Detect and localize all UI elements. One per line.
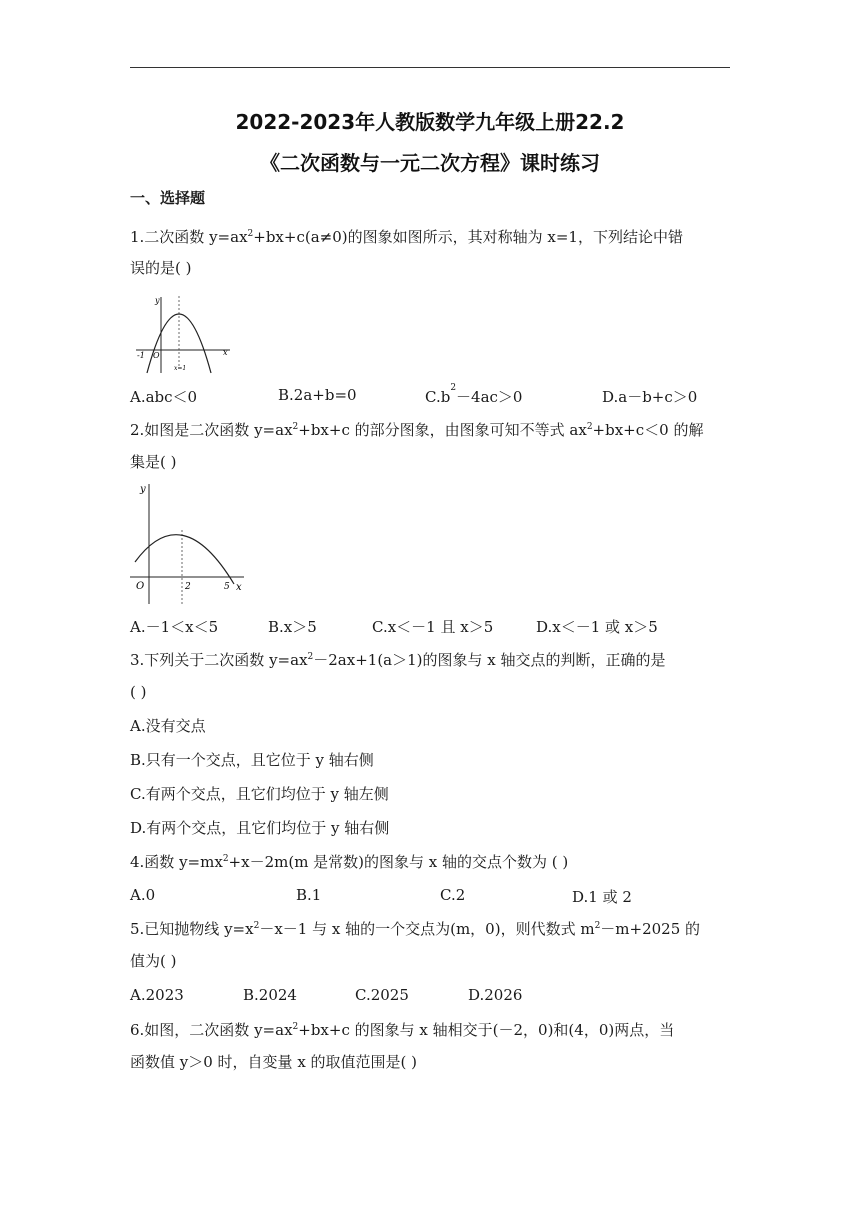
q2-x-label: x	[236, 582, 242, 593]
q5-option-d[interactable]: D.2026	[468, 986, 523, 1004]
q1-x-label: x	[223, 348, 228, 357]
q5-stem-line2: 值为( )	[130, 952, 177, 970]
q6-stem-line1: 6.如图，二次函数 $y=ax^2+bx+c$ 的图象与 x 轴相交于(－2，0)和(4，0)两点，当	[130, 1021, 675, 1039]
q1-origin-label: O	[153, 351, 160, 360]
q1-option-a[interactable]: A.abc＜0	[130, 388, 198, 406]
q3-option-b[interactable]: B.只有一个交点，且它位于 y 轴右侧	[130, 751, 374, 769]
q1-stem-line2: 误的是( )	[130, 259, 192, 277]
q5-option-a[interactable]: A.2023	[130, 986, 184, 1004]
q1-option-c[interactable]: $C.b^2-4ac>0$	[425, 383, 523, 406]
q2-tick-2: 2	[185, 582, 191, 592]
q3-option-c[interactable]: C.有两个交点，且它们均位于 y 轴左侧	[130, 785, 389, 803]
q4-option-d[interactable]: D.1 或 2	[572, 888, 632, 906]
q1-option-b[interactable]: B.2a+b=0	[278, 386, 357, 404]
q2-origin-label: O	[136, 581, 145, 592]
q4-option-c[interactable]: C.2	[440, 886, 466, 904]
q4-option-b[interactable]: B.1	[296, 886, 322, 904]
q2-option-c[interactable]: C.x＜－1 且 x＞5	[372, 618, 494, 636]
q5-option-c[interactable]: C.2025	[355, 986, 409, 1004]
q6-stem-line2: 函数值 y＞0 时，自变量 x 的取值范围是( )	[130, 1053, 418, 1071]
q3-option-d[interactable]: D.有两个交点，且它们均位于 y 轴右侧	[130, 819, 390, 837]
q2-tick-5: 5	[224, 582, 230, 592]
q2-figure	[130, 482, 250, 606]
q1-option-d[interactable]: D.a－b+c＞0	[602, 388, 698, 406]
q2-option-d[interactable]: D.x＜－1 或 x＞5	[536, 618, 658, 636]
section-heading: 一、选择题	[130, 189, 206, 207]
q2-stem-line2: 集是( )	[130, 453, 177, 471]
q4-option-a[interactable]: A.0	[130, 886, 156, 904]
q2-option-b[interactable]: B.x＞5	[268, 618, 317, 636]
q5-option-b[interactable]: B.2024	[243, 986, 297, 1004]
doc-title-line2: 《二次函数与一元二次方程》课时练习	[260, 151, 600, 175]
q4-stem-line1: 4.函数 $y=mx^2+x-2m(m$ 是常数)的图象与 x 轴的交点个数为 ( )	[130, 853, 569, 871]
q1-figure	[134, 293, 234, 375]
q1-axis-label: x=1	[174, 365, 187, 372]
header-rule	[130, 67, 730, 68]
q1-stem-line1: 1.二次函数 $y=ax^2+bx+c(a\ne 0)$的图象如图所示，其对称轴为 x=1，下列结论中错	[130, 228, 683, 246]
q1-y-label: y	[155, 296, 160, 305]
q2-y-label: y	[140, 484, 146, 495]
q3-stem-line1: 3.下列关于二次函数 $y=ax^2-2ax+1(a>1)$的图象与 x 轴交点的判断，正确的是	[130, 651, 666, 669]
q2-stem-line1: 2.如图是二次函数 $y=ax^2+bx+c$ 的部分图象，由图象可知不等式 $ax^2+bx+c<0$ 的解	[130, 421, 704, 439]
q3-option-a[interactable]: A.没有交点	[130, 717, 206, 735]
q1-minus1-label: -1	[137, 351, 145, 360]
q5-stem-line1: 5.已知抛物线 $y=x^2-x-1$ 与 x 轴的一个交点为(m，0)，则代数式 $m^2-m+2025$ 的	[130, 920, 701, 938]
doc-title-line1: 2022-2023年人教版数学九年级上册22.2	[235, 110, 625, 134]
q2-option-a[interactable]: A.－1＜x＜5	[130, 618, 219, 636]
q3-stem-line2: ( )	[130, 683, 147, 701]
